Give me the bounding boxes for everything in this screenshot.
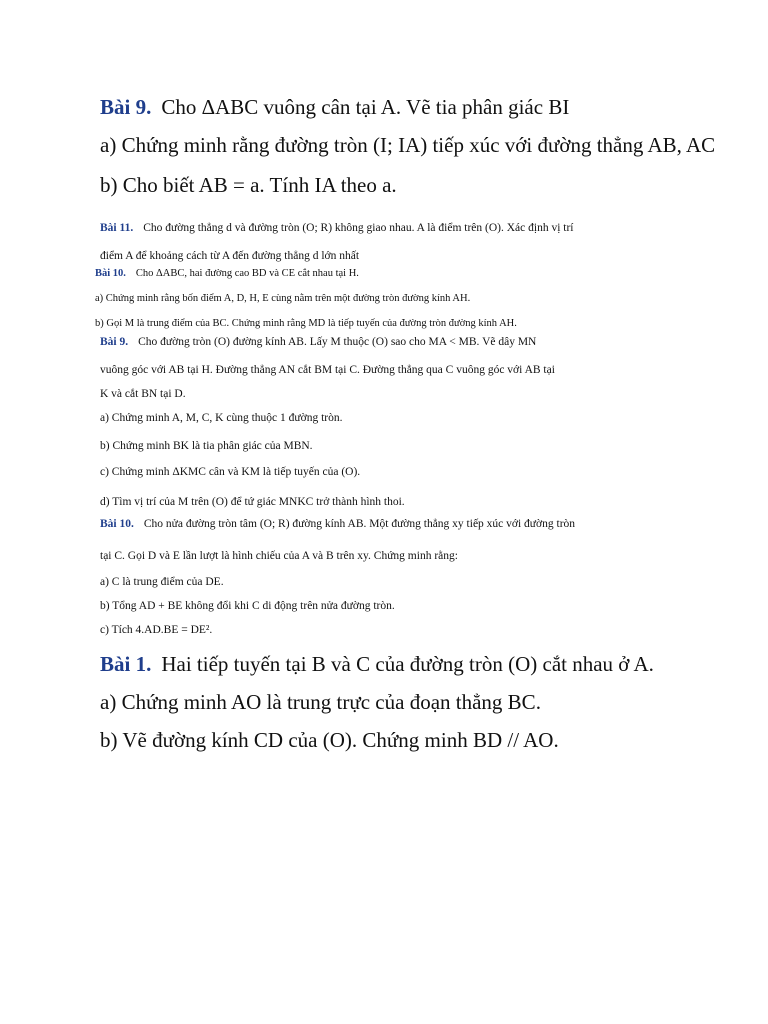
problem-title: Bài 10. [100,518,134,530]
problem-10b-line-2: tại C. Gọi D và E lần lượt là hình chiếu của A và B trên xy. Chứng minh rằng: [100,550,458,562]
problem-9b-line-7: d) Tìm vị trí của M trên (O) để tứ giác MNKC trở thành hình thoi. [100,496,405,508]
problem-9b-line-4: a) Chứng minh A, M, C, K cùng thuộc 1 đường tròn. [100,412,343,424]
problem-title: Bài 9. [100,336,129,348]
problem-1-line-1: Bài 1. Hai tiếp tuyến tại B và C của đường tròn (O) cắt nhau ở A. [100,652,654,676]
problem-10a-line-2: a) Chứng minh rằng bốn điểm A, D, H, E cùng nằm trên một đường tròn đường kính AH. [95,293,471,304]
problem-11-line-2: điểm A để khoảng cách từ A đến đường thẳng d lớn nhất [100,250,360,262]
problem-1-line-2: a) Chứng minh AO là trung trực của đoạn thẳng BC. [100,690,541,714]
problem-9b-line-3: K và cắt BN tại D. [100,388,186,400]
problem-10b-line-3: a) C là trung điểm của DE. [100,576,224,588]
problem-10a-line-1: Bài 10. Cho ΔABC, hai đường cao BD và CE cắt nhau tại H. [95,268,359,279]
problem-10b-line-1: Bài 10. Cho nửa đường tròn tâm (O; R) đường kính AB. Một đường thẳng xy tiếp xúc với đường tròn [100,518,576,530]
problem-title: Bài 11. [100,222,134,234]
problem-1-line-3: b) Vẽ đường kính CD của (O). Chứng minh BD // AO. [100,728,559,752]
problem-title: Bài 1. [100,652,152,676]
problem-9b-line-1: Bài 9. Cho đường tròn (O) đường kính AB. Lấy M thuộc (O) sao cho MA < MB. Vẽ dây MN [100,336,537,348]
problem-title: Bài 9. [100,95,152,119]
problem-10b-line-5: c) Tích 4.AD.BE = DE². [100,624,213,636]
problem-10a-line-3: b) Gọi M là trung điểm của BC. Chứng minh rằng MD là tiếp tuyến của đường tròn đường kính AH. [95,318,517,329]
problem-title: Bài 10. [95,268,126,279]
problem-11-line-1: Bài 11. Cho đường thẳng d và đường tròn (O; R) không giao nhau. A là điểm trên (O). Xác định vị trí [100,222,574,234]
problem-10b-line-4: b) Tổng AD + BE không đổi khi C di động trên nửa đường tròn. [100,600,395,612]
problem-9a-line-1: Bài 9. Cho ΔABC vuông cân tại A. Vẽ tia phân giác BI [100,95,570,119]
problem-9a-line-2: a) Chứng minh rằng đường tròn (I; IA) tiếp xúc với đường thẳng AB, AC [100,133,716,157]
problem-9b-line-6: c) Chứng minh ΔKMC cân và KM là tiếp tuyến của (O). [100,466,361,478]
problem-9b-line-5: b) Chứng minh BK là tia phân giác của MBN. [100,440,313,452]
problem-9b-line-2: vuông góc với AB tại H. Đường thẳng AN cắt BM tại C. Đường thẳng qua C vuông góc với AB tại [100,364,555,376]
problem-9a-line-3: b) Cho biết AB = a. Tính IA theo a. [100,173,397,197]
